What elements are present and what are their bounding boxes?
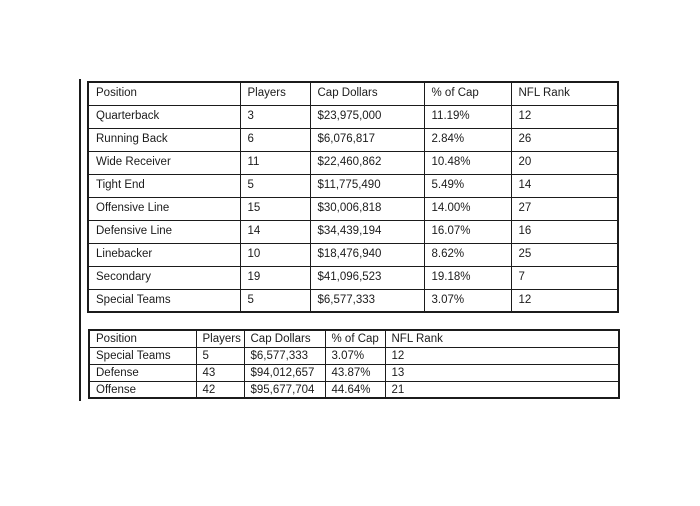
table-cell: $6,577,333 <box>244 347 325 364</box>
table-row <box>89 381 619 398</box>
table-cell: 14 <box>240 220 310 243</box>
table-cell: $94,012,657 <box>244 364 325 381</box>
column-header: Cap Dollars <box>310 82 424 105</box>
table-cell: 20 <box>511 151 618 174</box>
table-cell: 27 <box>511 197 618 220</box>
table-cell: Defense <box>89 364 196 381</box>
table-row <box>89 347 619 364</box>
column-header: Cap Dollars <box>244 330 325 347</box>
table-cell: $22,460,862 <box>310 151 424 174</box>
header-row <box>88 82 618 105</box>
table-cell: 19 <box>240 266 310 289</box>
table-cell: 5 <box>240 174 310 197</box>
table-cell: 8.62% <box>424 243 511 266</box>
header-row <box>89 330 619 347</box>
table-cell: 11.19% <box>424 105 511 128</box>
table-row <box>88 220 618 243</box>
table-cell: Secondary <box>88 266 240 289</box>
table-cell: 7 <box>511 266 618 289</box>
left-border-line <box>79 79 81 401</box>
table-cell: Running Back <box>88 128 240 151</box>
table-cell: 5 <box>240 289 310 312</box>
table-cell: 12 <box>385 347 619 364</box>
table-cell: Linebacker <box>88 243 240 266</box>
table-cell: 6 <box>240 128 310 151</box>
table-cell: 16.07% <box>424 220 511 243</box>
table-cell: 2.84% <box>424 128 511 151</box>
table-cell: 3.07% <box>325 347 385 364</box>
table-cell: $95,677,704 <box>244 381 325 398</box>
table-cell: Defensive Line <box>88 220 240 243</box>
table-cell: $30,006,818 <box>310 197 424 220</box>
table-cell: $34,439,194 <box>310 220 424 243</box>
table-cell: $6,577,333 <box>310 289 424 312</box>
table-cell: 3 <box>240 105 310 128</box>
table-row <box>89 364 619 381</box>
column-header: Position <box>88 82 240 105</box>
column-header: Players <box>196 330 244 347</box>
table-cell: 14.00% <box>424 197 511 220</box>
table-cell: Wide Receiver <box>88 151 240 174</box>
table-row <box>88 289 618 312</box>
positional-cap-breakdown-table <box>87 81 619 313</box>
table-cell: 44.64% <box>325 381 385 398</box>
table-cell: $11,775,490 <box>310 174 424 197</box>
table-cell: 5.49% <box>424 174 511 197</box>
unit-cap-summary-table <box>88 329 620 399</box>
column-header: NFL Rank <box>511 82 618 105</box>
table-cell: 26 <box>511 128 618 151</box>
table-row <box>88 266 618 289</box>
table-cell: $18,476,940 <box>310 243 424 266</box>
table-cell: 42 <box>196 381 244 398</box>
table-cell: Offense <box>89 381 196 398</box>
column-header: Position <box>89 330 196 347</box>
table-cell: $6,076,817 <box>310 128 424 151</box>
table-row <box>88 128 618 151</box>
table-cell: 21 <box>385 381 619 398</box>
table-cell: 10.48% <box>424 151 511 174</box>
table-cell: 15 <box>240 197 310 220</box>
table-cell: Tight End <box>88 174 240 197</box>
table-cell: 5 <box>196 347 244 364</box>
table-cell: Special Teams <box>88 289 240 312</box>
column-header: NFL Rank <box>385 330 619 347</box>
table-cell: 14 <box>511 174 618 197</box>
table-row <box>88 243 618 266</box>
table-row <box>88 197 618 220</box>
table-cell: 19.18% <box>424 266 511 289</box>
table-cell: 13 <box>385 364 619 381</box>
table-cell: Offensive Line <box>88 197 240 220</box>
table-cell: 16 <box>511 220 618 243</box>
column-header: % of Cap <box>325 330 385 347</box>
table-cell: 12 <box>511 289 618 312</box>
table-cell: 12 <box>511 105 618 128</box>
table-cell: Quarterback <box>88 105 240 128</box>
table-cell: 10 <box>240 243 310 266</box>
table-cell: 3.07% <box>424 289 511 312</box>
table-cell: 25 <box>511 243 618 266</box>
table-row <box>88 105 618 128</box>
table-cell: 43.87% <box>325 364 385 381</box>
column-header: % of Cap <box>424 82 511 105</box>
table-cell: $41,096,523 <box>310 266 424 289</box>
table-cell: $23,975,000 <box>310 105 424 128</box>
table-cell: Special Teams <box>89 347 196 364</box>
table-row <box>88 151 618 174</box>
column-header: Players <box>240 82 310 105</box>
table-row <box>88 174 618 197</box>
table-cell: 11 <box>240 151 310 174</box>
table-cell: 43 <box>196 364 244 381</box>
